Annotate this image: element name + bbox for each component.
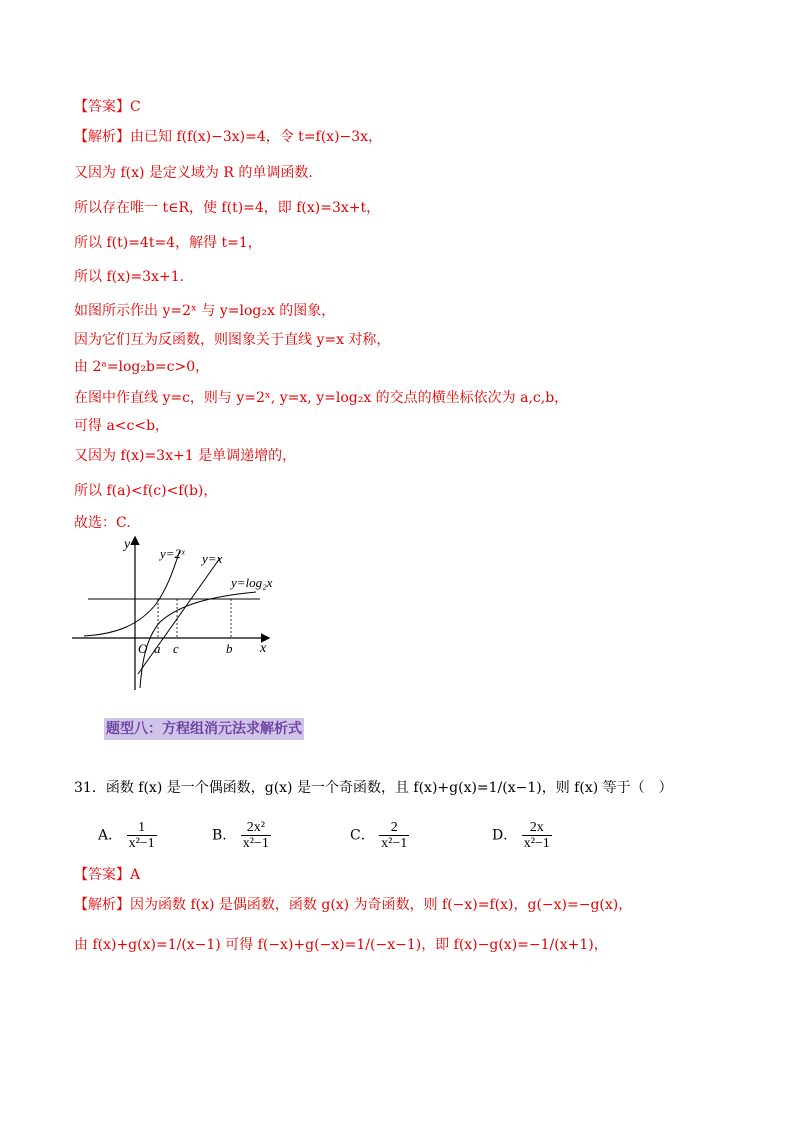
analysis-line-5: 所以 f(x)=3x+1. <box>74 269 185 285</box>
option-a-den: x²−1 <box>128 836 155 851</box>
analysis-line-2: 又因为 f(x) 是定义域为 R 的单调函数. <box>74 165 313 181</box>
option-b-num: 2x² <box>241 820 271 836</box>
option-a-num: 1 <box>127 820 157 836</box>
answer-value-2: A <box>130 867 141 883</box>
section-title: 题型八：方程组消元法求解析式 <box>104 718 304 740</box>
y-axis-label: y <box>124 537 131 552</box>
curve-y-x <box>138 558 220 674</box>
analysis2-label: 【解析】 <box>74 897 130 913</box>
option-c-label: C． <box>350 827 375 844</box>
option-b <box>212 820 271 851</box>
analysis-line-10: 可得 a<c<b， <box>74 418 170 434</box>
option-a-label: A． <box>98 827 123 844</box>
option-d-num: 2x <box>522 820 552 836</box>
curve-log <box>140 592 256 688</box>
option-d-den: x²−1 <box>523 836 550 851</box>
question-31 <box>74 777 673 797</box>
curve-exp <box>84 550 180 636</box>
answer-line <box>74 98 141 116</box>
option-c-den: x²−1 <box>381 836 408 851</box>
analysis2-line-2: 由 f(x)+g(x)=1/(x−1) 可得 f(−x)+g(−x)=1/(−x−1)，即 f(x)−g(x)=−1/(x+1)， <box>74 937 608 953</box>
tick-b-label: b <box>226 641 233 656</box>
answer-label-2: 【答案】 <box>74 867 130 883</box>
tick-a-label: a <box>154 641 161 656</box>
option-a <box>98 820 157 851</box>
analysis-line-4: 所以 f(t)=4t=4，解得 t=1， <box>74 235 262 251</box>
option-b-label: B． <box>212 827 237 844</box>
analysis-line-13: 故选：C. <box>74 515 131 531</box>
option-b-den: x²−1 <box>242 836 269 851</box>
analysis2-line-1 <box>74 896 632 914</box>
curve-log-label: y=log₂x <box>231 575 273 590</box>
analysis-line-8: 由 2ᵃ=log₂b=c>0， <box>74 359 210 375</box>
analysis-line-1 <box>74 128 382 146</box>
tick-c-label: c <box>173 641 179 656</box>
option-c <box>350 820 409 851</box>
analysis2-text-1: 因为函数 f(x) 是偶函数，函数 g(x) 为奇函数，则 f(−x)=f(x)，g(−x)=−g(x)， <box>130 897 633 913</box>
option-d <box>492 820 552 851</box>
x-axis-label: x <box>260 641 267 656</box>
answer-label: 【答案】 <box>74 99 130 115</box>
analysis-line-6: 如图所示作出 y=2ˣ 与 y=log₂x 的图象， <box>74 303 336 319</box>
analysis-line-11: 又因为 f(x)=3x+1 是单调递增的， <box>74 448 297 464</box>
question-text: 函数 f(x) 是一个偶函数，g(x) 是一个奇函数，且 f(x)+g(x)=1/(x−1)，则 f(x) 等于（ ） <box>105 780 673 796</box>
analysis-label: 【解析】 <box>74 129 130 145</box>
curve-exp-label: y=2ˣ <box>160 546 185 561</box>
answer-line-2 <box>74 866 140 884</box>
analysis-line-7: 因为它们互为反函数，则图象关于直线 y=x 对称， <box>74 332 391 348</box>
origin-label: O <box>138 641 148 656</box>
function-graph <box>68 532 278 692</box>
answer-value: C <box>130 99 141 115</box>
analysis-line-3: 所以存在唯一 t∈R，使 f(t)=4，即 f(x)=3x+t， <box>74 200 381 216</box>
option-d-label: D． <box>492 827 518 844</box>
analysis-line-9: 在图中作直线 y=c，则与 y=2ˣ, y=x, y=log₂x 的交点的横坐标依次为 a,c,b， <box>74 390 569 406</box>
analysis-line-12: 所以 f(a)<f(c)<f(b)， <box>74 483 218 499</box>
question-number: 31． <box>74 780 106 796</box>
option-c-num: 2 <box>379 820 409 836</box>
analysis-text-1: 由已知 f(f(x)−3x)=4，令 t=f(x)−3x， <box>130 129 383 145</box>
curve-line-label: y=x <box>202 551 223 566</box>
